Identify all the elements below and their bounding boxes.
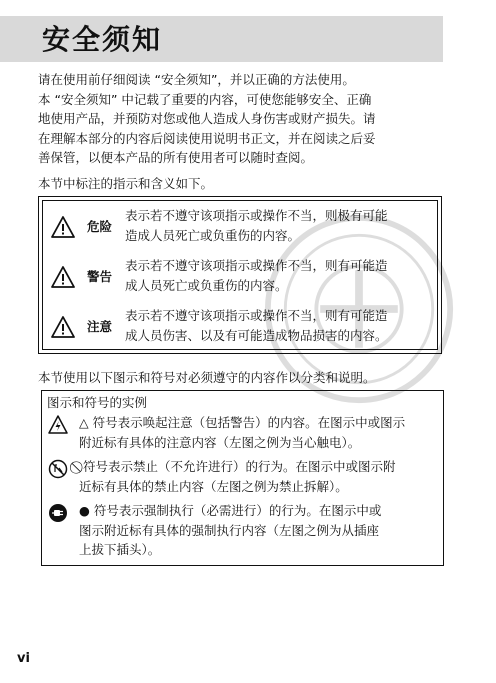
- symbol-examples-box: [41, 390, 444, 566]
- warning-level-label: 警告: [87, 269, 113, 284]
- intro-line: 请在使用前仔细阅读 “安全须知”，并以正确的方法使用。: [38, 72, 355, 87]
- symbol-description-line: 上拔下插头）。: [79, 542, 161, 557]
- warning-description: [125, 306, 445, 346]
- symbol-description-line: 近标有具体的禁止内容（左图之例为禁止拆解）。: [79, 478, 348, 494]
- warning-description-line: 造成人员死亡或负重伤的内容。: [125, 228, 301, 243]
- warning-description-line: 成人员伤害、以及有可能造成物品损害的内容。: [125, 328, 388, 343]
- intro-line: 本 “安全须知” 中记载了重要的内容，可使您能够安全、正确: [38, 91, 372, 107]
- symbol-description-line: ⃠ 符号表示禁止（不允许进行）的行为。在图示中或图示附: [79, 459, 396, 474]
- warning-description: [125, 206, 445, 246]
- page-number: vi: [17, 651, 30, 666]
- symbol-description-line: △ 符号表示唤起注意（包括警告）的内容。在图示中或图示: [79, 415, 406, 430]
- symbol-description-line: 图示附近标有具体的强制执行内容（左图之例为从插座: [79, 522, 380, 538]
- warning-level-label: 注意: [87, 319, 113, 334]
- symbol-description: [79, 413, 441, 452]
- symbol-examples-heading: 图示和符号的实例: [47, 395, 148, 410]
- intro-line: 善保管，以便本产品的所有使用者可以随时查阅。: [38, 150, 314, 165]
- warning-description-line: 成人员死亡或负重伤的内容。: [125, 278, 288, 293]
- unplug-mandatory-icon: [48, 503, 68, 523]
- intro-line: 在理解本部分的内容后阅读使用说明书正文，并在阅读之后妥: [38, 130, 376, 146]
- electric-shock-triangle-icon: [48, 415, 68, 435]
- page-title: 安全须知: [42, 23, 163, 56]
- symbol-description: [79, 457, 441, 496]
- usage-note: 本节使用以下图示和符号对必须遵守的内容作以分类和说明。: [38, 370, 376, 385]
- warning-description-line: 表示若不遵守该项指示或操作不当，则有可能造: [125, 308, 388, 323]
- intro-line: 地使用产品，并预防对您或他人造成人身伤害或财产损失。请: [38, 111, 376, 126]
- symbol-description-line: ● 符号表示强制执行（必需进行）的行为。在图示中或: [79, 503, 382, 518]
- symbol-description-line: 附近标有具体的注意内容（左图之例为当心触电）。: [79, 434, 361, 450]
- warning-description: [125, 256, 445, 296]
- warning-row-warning: [43, 255, 437, 299]
- warning-levels-box: [38, 196, 442, 354]
- no-disassembly-icon: [48, 459, 68, 479]
- warning-triangle-icon: [51, 215, 75, 239]
- warning-levels-inner: [42, 200, 438, 350]
- warning-triangle-icon: [51, 315, 75, 339]
- warning-level-label: 危险: [87, 219, 113, 234]
- warning-row-danger: [43, 205, 437, 249]
- intro-paragraph: [38, 70, 448, 168]
- warning-description-line: 表示若不遵守该项指示或操作不当，则极有可能: [125, 208, 388, 223]
- warning-triangle-icon: [51, 265, 75, 289]
- warning-description-line: 表示若不遵守该项指示或操作不当，则有可能造: [125, 258, 388, 273]
- warning-row-caution: [43, 305, 437, 349]
- symbol-description: [79, 501, 441, 560]
- section-note: 本节中标注的指示和含义如下。: [38, 176, 214, 191]
